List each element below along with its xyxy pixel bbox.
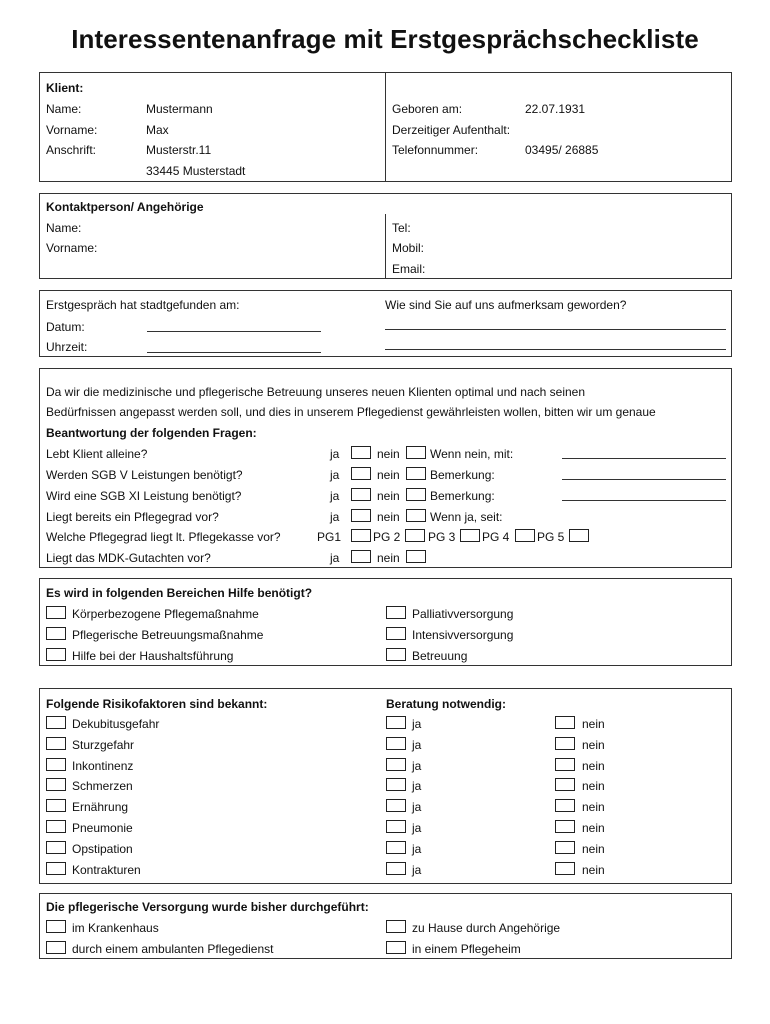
uhrzeit-field[interactable] <box>147 352 321 353</box>
client-vorname-label: Vorname: <box>46 123 98 137</box>
advice-nein-label: nein <box>582 862 605 877</box>
ja-checkbox[interactable] <box>351 467 371 480</box>
help-option-label: Körperbezogene Pflegemaßnahme <box>72 607 259 621</box>
pg5-checkbox[interactable] <box>569 529 589 542</box>
care-option-label: zu Hause durch Angehörige <box>412 921 561 935</box>
question-label: Wird eine SGB XI Leistung benötigt? <box>46 489 242 503</box>
pg1-checkbox[interactable] <box>351 529 371 542</box>
risk-item-label: Sturzgefahr <box>72 737 135 752</box>
risk-item-label: Opstipation <box>72 841 133 856</box>
advice-ja-checkbox[interactable] <box>386 799 406 812</box>
advice-nein-label: nein <box>582 800 605 815</box>
client-name-value[interactable]: Mustermann <box>146 102 213 116</box>
datum-field[interactable] <box>147 331 321 332</box>
nein-checkbox[interactable] <box>406 509 426 522</box>
advice-ja-label: ja <box>412 800 422 815</box>
question-label: Welche Pflegegrad liegt lt. Pflegekasse vor? <box>46 530 281 544</box>
help-option-label: Pflegerische Betreuungsmaßnahme <box>72 628 264 642</box>
nein-label: nein <box>377 551 400 565</box>
risk-item-label: Pneumonie <box>72 821 133 835</box>
contact-name-label: Name: <box>46 221 82 235</box>
care-option-label: im Krankenhaus <box>72 921 159 935</box>
risk-checkbox[interactable] <box>46 841 66 854</box>
column-divider <box>385 214 386 278</box>
page-title: Interessentenanfrage mit Erstgesprächscheckliste <box>71 24 699 54</box>
questions-heading: Beantwortung der folgenden Fragen: <box>46 426 257 440</box>
client-street-value[interactable]: Musterstr.11 <box>146 143 212 157</box>
advice-ja-label: ja <box>412 862 422 877</box>
nein-checkbox[interactable] <box>406 467 426 480</box>
nein-checkbox[interactable] <box>406 446 426 459</box>
client-phone-value[interactable]: 03495/ 26885 <box>525 143 599 157</box>
ja-label: ja <box>330 447 340 461</box>
nein-label: nein <box>377 447 400 461</box>
advice-nein-label: nein <box>582 779 605 794</box>
nein-checkbox[interactable] <box>406 550 426 563</box>
contact-vorname-label: Vorname: <box>46 241 98 255</box>
ja-checkbox[interactable] <box>351 446 371 459</box>
risk-checkbox[interactable] <box>46 758 66 771</box>
client-section <box>39 72 732 182</box>
risk-heading: Folgende Risikofaktoren sind bekannt: <box>46 697 268 711</box>
advice-nein-label: nein <box>582 737 605 752</box>
risk-checkbox[interactable] <box>46 799 66 812</box>
ja-label: ja <box>330 510 340 524</box>
ja-label: ja <box>330 489 340 503</box>
question-label: Liegt bereits ein Pflegegrad vor? <box>46 510 219 524</box>
advice-nein-checkbox[interactable] <box>555 841 575 854</box>
advice-nein-label: nein <box>582 841 605 856</box>
contact-mobil-label: Mobil: <box>392 241 425 255</box>
risk-item-label: Schmerzen <box>72 779 133 794</box>
client-name-label: Name: <box>46 102 82 116</box>
client-city-value[interactable]: 33445 Musterstadt <box>146 164 246 178</box>
risk-checkbox[interactable] <box>46 820 66 833</box>
advice-nein-label: nein <box>582 821 605 835</box>
advice-nein-checkbox[interactable] <box>555 758 575 771</box>
client-address-label: Anschrift: <box>46 143 97 157</box>
risk-item-label: Inkontinenz <box>72 758 134 773</box>
advice-nein-label: nein <box>582 717 605 731</box>
risk-checkbox[interactable] <box>46 716 66 729</box>
ja-checkbox[interactable] <box>351 550 371 563</box>
help-checkbox[interactable] <box>46 627 66 640</box>
help-checkbox[interactable] <box>46 648 66 661</box>
risk-checkbox[interactable] <box>46 862 66 875</box>
pg2-checkbox[interactable] <box>405 529 425 542</box>
ja-label: ja <box>330 468 340 482</box>
questions-intro-line-2: Bedürfnissen angepasst werden soll, und dies in unserem Pflegedienst gewährleisten wollen, bitten wir um genaue <box>46 405 656 419</box>
question-extra-label: Wenn nein, mit: <box>430 447 514 461</box>
advice-ja-label: ja <box>412 758 422 773</box>
care-section <box>39 893 732 959</box>
question-extra-label: Bemerkung: <box>430 489 495 503</box>
care-checkbox[interactable] <box>386 920 406 933</box>
risk-item-label: Ernährung <box>72 800 129 815</box>
contact-tel-label: Tel: <box>392 221 411 235</box>
source-field-line-1[interactable] <box>385 329 726 330</box>
first-talk-section <box>39 290 732 357</box>
advice-ja-checkbox[interactable] <box>386 841 406 854</box>
advice-ja-label: ja <box>412 779 422 794</box>
questions-intro-line-1: Da wir die medizinische und pflegerische Betreuung unseres neuen Klienten optimal und nach seinen <box>46 385 586 399</box>
contact-heading: Kontaktperson/ Angehörige <box>46 200 204 214</box>
client-born-label: Geboren am: <box>392 102 463 116</box>
advice-nein-checkbox[interactable] <box>555 799 575 812</box>
advice-ja-checkbox[interactable] <box>386 737 406 750</box>
pg4-checkbox[interactable] <box>515 529 535 542</box>
advice-nein-checkbox[interactable] <box>555 778 575 791</box>
help-checkbox[interactable] <box>46 606 66 619</box>
help-option-label: Intensivversorgung <box>412 628 514 642</box>
advice-ja-label: ja <box>412 841 422 856</box>
care-checkbox[interactable] <box>46 941 66 954</box>
advice-ja-label: ja <box>412 821 422 835</box>
questions-section <box>39 368 732 568</box>
ja-checkbox[interactable] <box>351 488 371 501</box>
advice-nein-checkbox[interactable] <box>555 820 575 833</box>
advice-nein-checkbox[interactable] <box>555 862 575 875</box>
advice-ja-label: ja <box>412 717 422 731</box>
ja-label: ja <box>330 551 340 565</box>
help-option-label: Palliativversorgung <box>412 607 514 621</box>
advice-nein-checkbox[interactable] <box>555 716 575 729</box>
help-checkbox[interactable] <box>386 648 406 661</box>
care-option-label: durch einem ambulanten Pflegedienst <box>72 942 274 956</box>
pg-label: PG 2 <box>373 530 401 544</box>
uhrzeit-label: Uhrzeit: <box>46 340 88 354</box>
source-field-line-2[interactable] <box>385 349 726 350</box>
care-option-label: in einem Pflegeheim <box>412 942 521 956</box>
nein-label: nein <box>377 510 400 524</box>
help-option-label: Hilfe bei der Haushaltsführung <box>72 649 234 663</box>
help-checkbox[interactable] <box>386 627 406 640</box>
advice-ja-checkbox[interactable] <box>386 716 406 729</box>
advice-nein-label: nein <box>582 758 605 773</box>
care-heading: Die pflegerische Versorgung wurde bisher durchgeführt: <box>46 900 369 914</box>
help-option-label: Betreuung <box>412 649 468 663</box>
nein-label: nein <box>377 489 400 503</box>
risk-checkbox[interactable] <box>46 737 66 750</box>
advice-ja-checkbox[interactable] <box>386 862 406 875</box>
help-heading: Es wird in folgenden Bereichen Hilfe benötigt? <box>46 586 313 600</box>
care-checkbox[interactable] <box>386 941 406 954</box>
help-checkbox[interactable] <box>386 606 406 619</box>
first-talk-label: Erstgespräch hat stadtgefunden am: <box>46 298 240 312</box>
nein-checkbox[interactable] <box>406 488 426 501</box>
question-label: Werden SGB V Leistungen benötigt? <box>46 468 243 482</box>
datum-label: Datum: <box>46 320 85 334</box>
help-section <box>39 578 732 666</box>
contact-email-label: Email: <box>392 262 426 276</box>
question-extra-field[interactable] <box>562 479 726 480</box>
question-extra-field[interactable] <box>562 500 726 501</box>
question-label: Lebt Klient alleine? <box>46 447 148 461</box>
care-checkbox[interactable] <box>46 920 66 933</box>
advice-ja-checkbox[interactable] <box>386 758 406 771</box>
pg-label: PG 5 <box>537 530 565 544</box>
risk-checkbox[interactable] <box>46 778 66 791</box>
question-label: Liegt das MDK-Gutachten vor? <box>46 551 211 565</box>
pg-label: PG 3 <box>428 530 456 544</box>
pg3-checkbox[interactable] <box>460 529 480 542</box>
contact-section <box>39 193 732 279</box>
advice-heading: Beratung notwendig: <box>386 697 506 711</box>
client-stay-label: Derzeitiger Aufenthalt: <box>392 123 511 137</box>
advice-ja-checkbox[interactable] <box>386 778 406 791</box>
column-divider <box>385 73 386 181</box>
question-extra-label: Bemerkung: <box>430 468 495 482</box>
advice-ja-checkbox[interactable] <box>386 820 406 833</box>
risk-item-label: Kontrakturen <box>72 862 141 877</box>
risk-section <box>39 688 732 884</box>
client-heading: Klient: <box>46 81 84 95</box>
client-born-value[interactable]: 22.07.1931 <box>525 102 586 116</box>
advice-ja-label: ja <box>412 737 422 752</box>
question-extra-label: Wenn ja, seit: <box>430 510 503 524</box>
nein-label: nein <box>377 468 400 482</box>
advice-nein-checkbox[interactable] <box>555 737 575 750</box>
ja-checkbox[interactable] <box>351 509 371 522</box>
pg-label: PG 4 <box>482 530 510 544</box>
pg-label: PG1 <box>317 530 342 544</box>
risk-item-label: Dekubitusgefahr <box>72 717 160 731</box>
client-vorname-value[interactable]: Max <box>146 123 169 137</box>
client-phone-label: Telefonnummer: <box>392 143 479 157</box>
source-label: Wie sind Sie auf uns aufmerksam geworden? <box>385 298 627 312</box>
question-extra-field[interactable] <box>562 458 726 459</box>
